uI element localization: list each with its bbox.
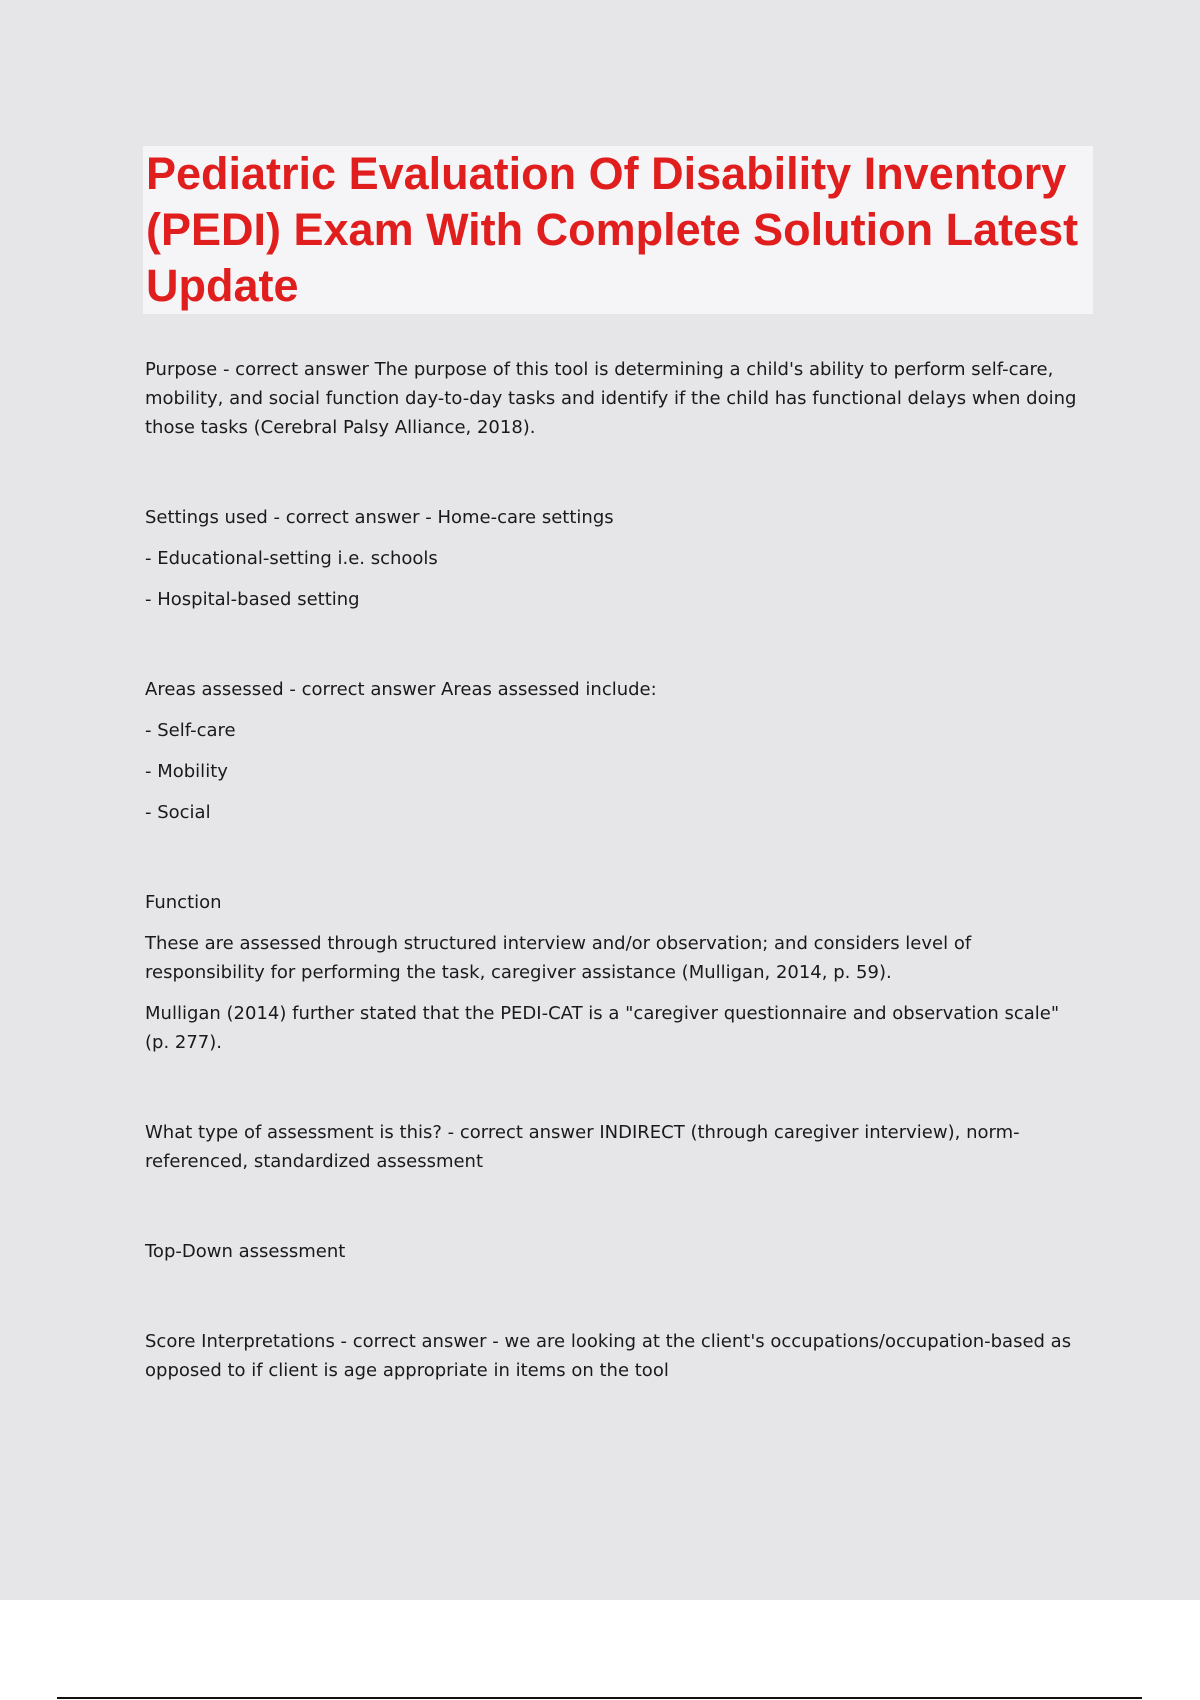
settings-item-educational: - Educational-setting i.e. schools (145, 548, 438, 569)
areas-item-mobility: - Mobility (145, 761, 228, 782)
document-body (145, 355, 1085, 1385)
function-paragraph-1: These are assessed through structured interview and/or observation; and considers level of responsibility for performing the task, caregiver assistance (Mulligan, 2014, p. 59). (145, 933, 972, 983)
areas-item-social: - Social (145, 802, 211, 823)
function-paragraph-2: Mulligan (2014) further stated that the PEDI-CAT is a "caregiver questionnaire and observation scale" (p. 277). (145, 1003, 1060, 1053)
settings-heading: Settings used - correct answer - Home-care settings (145, 507, 614, 528)
score-interpretations-paragraph: Score Interpretations - correct answer - we are looking at the client's occupations/occupation-based as opposed to if client is age appropriate in items on the tool (145, 1331, 1072, 1381)
footer-divider (57, 1697, 1142, 1699)
document-title: Pediatric Evaluation Of Disability Inventory (PEDI) Exam With Complete Solution Latest Update (146, 148, 1079, 311)
settings-item-hospital: - Hospital-based setting (145, 589, 360, 610)
areas-item-self-care: - Self-care (145, 720, 236, 741)
assessment-type-paragraph: What type of assessment is this? - correct answer INDIRECT (through caregiver interview), norm-referenced, standardized assessment (145, 1122, 1020, 1172)
purpose-paragraph: Purpose - correct answer The purpose of this tool is determining a child's ability to perform self-care, mobility, and social function day-to-day tasks and identify if the child has functional delays when doing those tasks (Cerebral Palsy Alliance, 2018). (145, 359, 1077, 438)
top-down-paragraph: Top-Down assessment (145, 1241, 346, 1262)
function-heading: Function (145, 892, 222, 913)
areas-heading: Areas assessed - correct answer Areas assessed include: (145, 679, 657, 700)
